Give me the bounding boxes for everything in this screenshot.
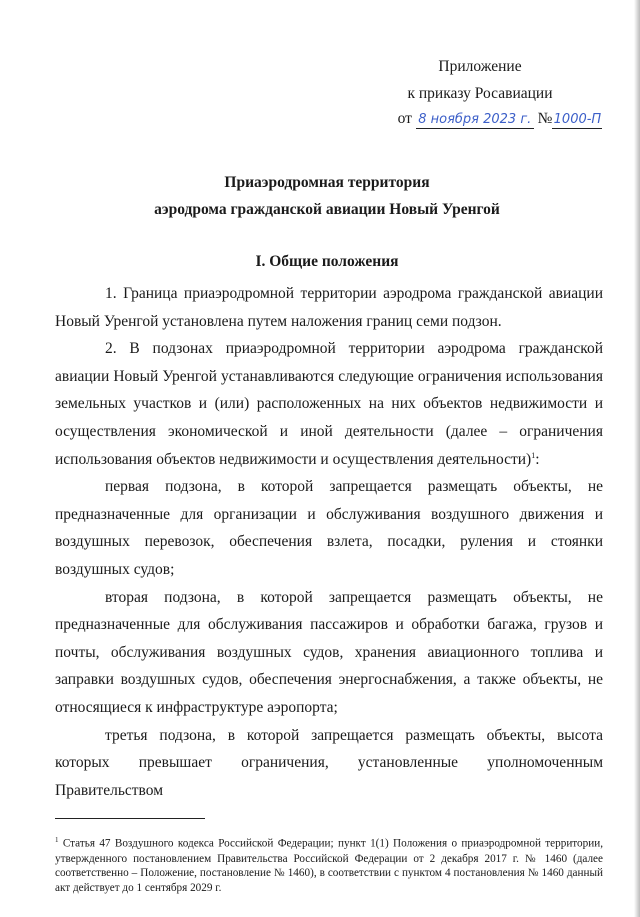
paragraph-text: 2. В подзонах приаэродромной территории аэродрома гражданской авиации Новый Уренгой устанавливаются следующие ограничения использования земельных участков и (или) расположенных на них объектов недвижимости и осуществления экономической и иной деятельности (далее – ограничения использования объектов недвижимости и осуществления деятельности) [55,340,603,468]
document-title-line2: аэродрома гражданской авиации Новый Уренгой [154,201,500,218]
paragraph: вторая подзона, в которой запрещается размещать объекты, не предназначенные для обслуживания пассажиров и обработки багажа, грузов и почты, обслуживания воздушных судов, хранения авиационного топлива и заправки воздушных судов, обеспечения энергоснабжения, а также объекты, не относящиеся к инфраструктуре аэропорта; [55,588,603,716]
footnote-mark: 1 [55,836,59,845]
paragraph: третья подзона, в которой запрещается размещать объекты, высота которых превышает ограничения, установленные уполномоченным Правительством [55,726,603,799]
order-reference: к приказу Росавиации [407,85,553,102]
paragraph: 1. Граница приаэродромной территории аэродрома гражданской авиации Новый Уренгой установлена путем наложения границ семи подзон. [55,285,603,330]
paragraph [55,335,603,473]
date-prefix: от [397,110,412,127]
document-content [55,280,603,915]
handwritten-number: 1000-П [553,112,602,127]
handwritten-date: 8 ноября 2023 г. [416,112,534,129]
footnote-text: Статья 47 Воздушного кодекса Российской Федерации; пункт 1(1) Положения о приаэродромной территории, утвержденного постановлением Правительства Российской Федерации от 2 декабря 2017 г. № 1460 (далее соответственно – Положение, постановление № 1460), в соответствии с пунктом 4 постановления № 1460 данный акт действует до 1 сентября 2029 г. [55,838,604,894]
order-date-number [370,110,630,129]
footnote-ref[interactable]: 1 [531,450,536,460]
document-body [55,280,603,804]
scan-edge-shadow [634,0,640,917]
section-heading: I. Общие положения [255,253,399,270]
appendix-label: Приложение [438,58,522,75]
number-prefix: № [537,110,553,127]
document-title-line1: Приаэродромная территория [224,174,430,191]
footnote [55,833,603,895]
paragraph-punct: : [535,450,540,468]
footnote-divider [55,818,205,819]
paragraph: первая подзона, в которой запрещается размещать объекты, не предназначенные для организации и обслуживания воздушного движения и воздушных перевозок, обеспечения взлета, посадки, руления и стоянки воздушных судов; [55,478,603,578]
